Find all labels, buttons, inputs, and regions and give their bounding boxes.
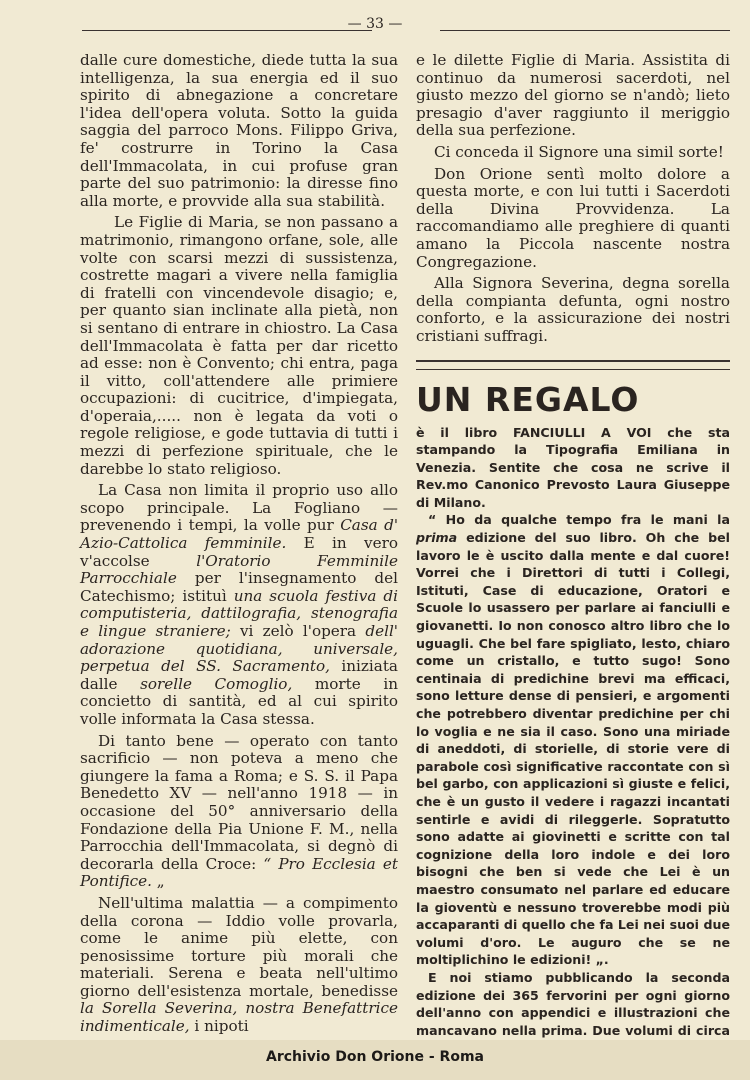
paragraph: Nell'ultima malattia — a compimento della corona — Iddio volle provarla, come le anime più elette, con penosissime torture più morali che materiali. Serena e beata nell'ultimo giorno dell'esistenza mortale, benedisse la Sorella Severina, nostra Benefattrice indimenticale, i nipoti (80, 893, 398, 1036)
paragraph: è il libro FANCIULLI A VOI che sta stampando la Tipografia Emiliana in Venezia. Sentite che cosa ne scrive il Rev.mo Canonico Prevosto Laura Giuseppe di Milano. (416, 424, 730, 510)
left-column (80, 52, 398, 1040)
section-title: UN REGALO (416, 379, 640, 419)
paragraph: e le dilette Figlie di Maria. Assistita di continuo da numerosi sacerdoti, nel giusto mezzo del giorno se n'andò; lieto presagio d'aver raggiunto il meriggio della sua perfezione. (416, 51, 730, 140)
paragraph: Le Figlie di Maria, se non passano a matrimonio, rimangono orfane, sole, alle volte con scarsi mezzi di sussistenza, costrette magari a vivere nella famiglia di fratelli con vincendevole disagio; e, per quanto sian inclinate alla pietà, non si sentano di entrare in chiostro. La Casa dell'Immacolata è fatta per dar ricetto ad esse: non è Convento; chi entra, paga il vitto, coll'attendere alle primiere occupazioni: di cucitrice, d'impiegata, d'operaia,..... non è legata da voti o regole religiose, e gode tuttavia di tutti i mezzi di perfezione spirituale, che le darebbe lo stato religioso. (80, 213, 398, 478)
paragraph: Alla Signora Severina, degna sorella della compianta defunta, ogni nostro conforto, e la assicurazione dei nostri cristiani suffragi. (416, 274, 730, 345)
obituary-continuation (416, 52, 730, 346)
article-body (416, 424, 730, 1075)
paragraph: La Casa non limita il proprio uso allo scopo principale. La Fogliano — prevenendo i tempi, la volle pur Casa d' Azio-Cattolica femminile. E in vero v'accolse l'Oratorio Femminile Parrocchiale per l'insegnamento del Catechismo; istituì una scuola festiva di computisteria, dattilografia, stenografia e lingue straniere; vi zelò l'opera dell' adorazione quotidiana, universale, perpetua del SS. Sacramento, iniziata dalle sorelle Comoglio, morte in concietto di santità, ed al cui spirito volle informata la Casa stessa. (80, 481, 399, 728)
paragraph: Di tanto bene — operato con tanto sacrificio — non poteva a meno che giungere la fama a Roma; e S. S. il Papa Benedetto XV — nell'anno 1918 — in occasione del 50° anniversario della Fondazione della Pia Unione F. M., nella Parrocchia dell'Immacolata, si degnò di decorarla della Croce: “ Pro Ecclesia et Pontifice. „ (80, 731, 398, 891)
right-column (416, 52, 730, 1074)
section-divider (416, 360, 730, 370)
paragraph: Don Orione sentì molto dolore a questa morte, e con lui tutti i Sacerdoti della Divina Provvidenza. La raccomandiamo alle preghiere di quanti amano la Piccola nascente nostra Congregazione. (416, 164, 730, 271)
paragraph: Ci conceda il Signore una simil sorte! (434, 142, 724, 161)
archive-footer: Archivio Don Orione - Roma (0, 1040, 750, 1080)
page-number: — 33 — (347, 16, 403, 32)
paragraph: E noi stiamo pubblicando la seconda edizione dei 365 fervorini per ogni giorno dell'anno con appendici e illustrazioni che mancavano nella prima. Due volumi di circa (416, 969, 730, 1038)
header-rule-right (440, 30, 730, 31)
paragraph: dalle cure domestiche, diede tutta la sua intelligenza, la sua energia ed il suo spirito di abnegazione a concretare l'idea dell'opera voluta. Sotto la guida saggia del parroco Mons. Filippo Griva, fe' costrurre in Torino la Casa dell'Immacolata, in cui profuse gran parte del suo patrimonio: la diresse fino alla morte, e provvide alla sua stabilità. (80, 51, 398, 210)
quote-paragraph: “ Ho da qualche tempo fra le mani la prima edizione del suo libro. Oh che bel lavoro le è uscito dalla mente e dal cuore! Vorrei che i Direttori di tutti i Collegi, Istituti, Case di educazione, Oratori e Scuole lo usassero per parlare ai fanciulli e giovanetti. Io non conosco altro libro che lo uguagli. Che bel fare spigliato, lesto, chiaro come un cristallo, e tutto sugo! Sono centinaia di predichine brevi ma efficaci, sono letture dense di pensieri, e argomenti che potrebbero diventar predichine per chi lo voglia e ne sia il caso. Sono una miriade di aneddoti, di storielle, di storie vere di parabole così significative raccontate con sì bel garbo, con applicazioni sì giuste e felici, che è un gusto il vedere i ragazzi incantati sentirle e avidi di rileggerle. Sopratutto sono adatte ai giovinetti e scritte con tal cognizione della loro indole e dei loro bisogni che ben si vede che Lei è un maestro consumato nel parlare ed educare la gioventù e nessuno troverebbe modi più accaparanti di quello che fa Lei nei suoi due volumi d'oro. Le auguro che se ne moltiplichino le edizioni! „. (416, 512, 730, 968)
